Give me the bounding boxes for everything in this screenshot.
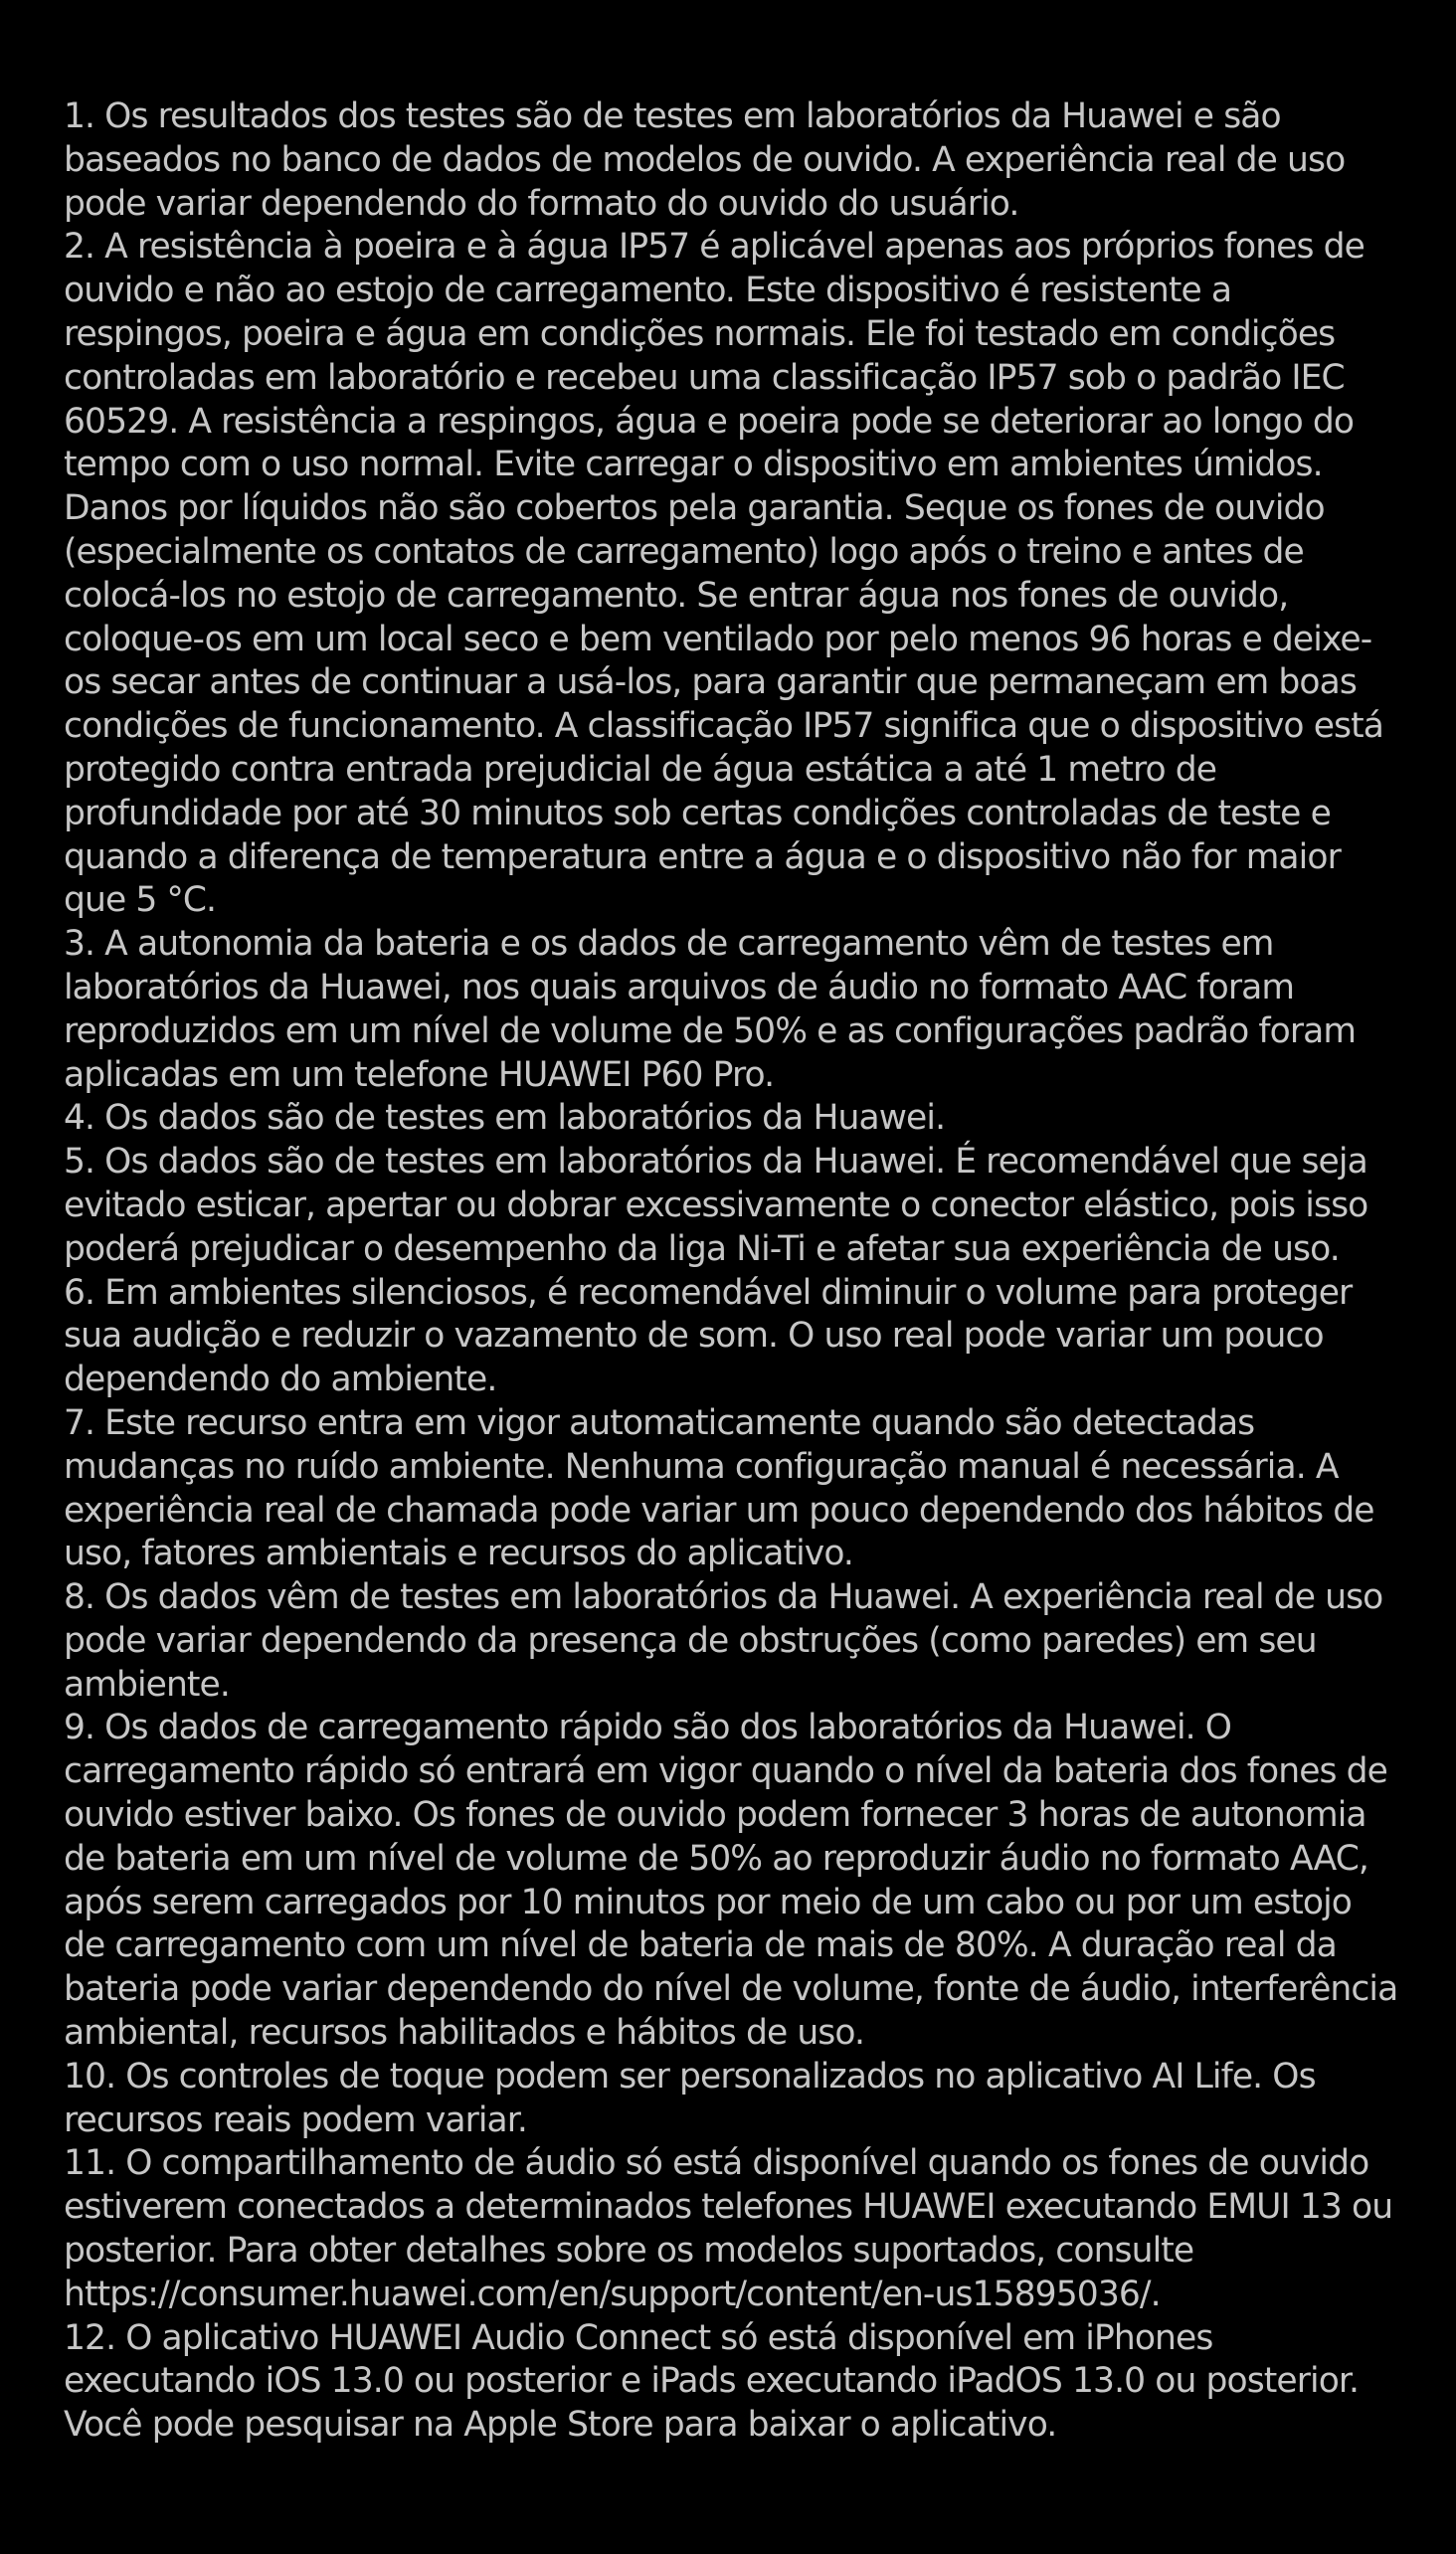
note-4: 4. Os dados são de testes em laboratórios da Huawei. (64, 1098, 946, 1139)
note-12: 12. O aplicativo HUAWEI Audio Connect só está disponível em iPhones executando iOS 13.0 ou posterior e iPads executando iPadOS 13.0 ou posterior. Você pode pesquisar na Apple Store para baixar o aplicativo. (64, 2317, 1360, 2446)
note-7: 7. Este recurso entra em vigor automaticamente quando são detectadas mudanças no ruído ambiente. Nenhuma configuração manual é necessária. A experiência real de chamada pode variar um pouco dependendo dos hábitos de uso, fatores ambientais e recursos do aplicativo. (64, 1402, 1374, 1574)
note-8: 8. Os dados vêm de testes em laboratórios da Huawei. A experiência real de uso pode variar dependendo da presença de obstruções (como paredes) em seu ambiente. (64, 1577, 1383, 1705)
disclaimer-notes-list (64, 95, 1401, 2448)
note-10: 10. Os controles de toque podem ser personalizados no aplicativo AI Life. Os recursos reais podem variar. (64, 2056, 1316, 2140)
note-9: 9. Os dados de carregamento rápido são dos laboratórios da Huawei. O carregamento rápido só entrará em vigor quando o nível da bateria dos fones de ouvido estiver baixo. Os fones de ouvido podem fornecer 3 horas de autonomia de bateria em um nível de volume de 50% ao reproduzir áudio no formato AAC, após serem carregados por 10 minutos por meio de um cabo ou por um estojo de carregamento com um nível de bateria de mais de 80%. A duração real da bateria pode variar dependendo do nível de volume, fonte de áudio, interferência ambiental, recursos habilitados e hábitos de uso. (64, 1708, 1398, 2054)
note-1: 1. Os resultados dos testes são de testes em laboratórios da Huawei e são baseados no banco de dados de modelos de ouvido. A experiência real de uso pode variar dependendo do formato do ouvido do usuário. (64, 96, 1346, 224)
note-6: 6. Em ambientes silenciosos, é recomendável diminuir o volume para proteger sua audição e reduzir o vazamento de som. O uso real pode variar um pouco dependendo do ambiente. (64, 1272, 1353, 1400)
note-11: 11. O compartilhamento de áudio só está disponível quando os fones de ouvido estiverem conectados a determinados telefones HUAWEI executando EMUI 13 ou posterior. Para obter detalhes sobre os modelos suportados, consulte https://consumer.huawei.com/en/support/content/en-us15895036/. (64, 2143, 1393, 2314)
note-5: 5. Os dados são de testes em laboratórios da Huawei. É recomendável que seja evitado esticar, apertar ou dobrar excessivamente o conector elástico, pois isso poderá prejudicar o desempenho da liga Ni-Ti e afetar sua experiência de uso. (64, 1142, 1368, 1269)
note-2: 2. A resistência à poeira e à água IP57 é aplicável apenas aos próprios fones de ouvido e não ao estojo de carregamento. Este dispositivo é resistente a respingos, poeira e água em condições normais. Ele foi testado em condições controladas em laboratório e recebeu uma classificação IP57 sob o padrão IEC 60529. A resistência a respingos, água e poeira pode se deteriorar ao longo do tempo com o uso normal. Evite carregar o dispositivo em ambientes úmidos. Danos por líquidos não são cobertos pela garantia. Seque os fones de ouvido (especialmente os contatos de carregamento) logo após o treino e antes de colocá-los no estojo de carregamento. Se entrar água nos fones de ouvido, coloque-os em um local seco e bem ventilado por pelo menos 96 horas e deixe-os secar antes de continuar a usá-los, para garantir que permaneçam em boas condições de funcionamento. A classificação IP57 significa que o dispositivo está protegido contra entrada prejudicial de água estática a até 1 metro de profundidade por até 30 minutos sob certas condições controladas de teste e quando a diferença de temperatura entre a água e o dispositivo não for maior que 5 °C. (64, 227, 1383, 921)
note-3: 3. A autonomia da bateria e os dados de carregamento vêm de testes em laboratórios da Huawei, nos quais arquivos de áudio no formato AAC foram reproduzidos em um nível de volume de 50% e as configurações padrão foram aplicadas em um telefone HUAWEI P60 Pro. (64, 924, 1357, 1095)
